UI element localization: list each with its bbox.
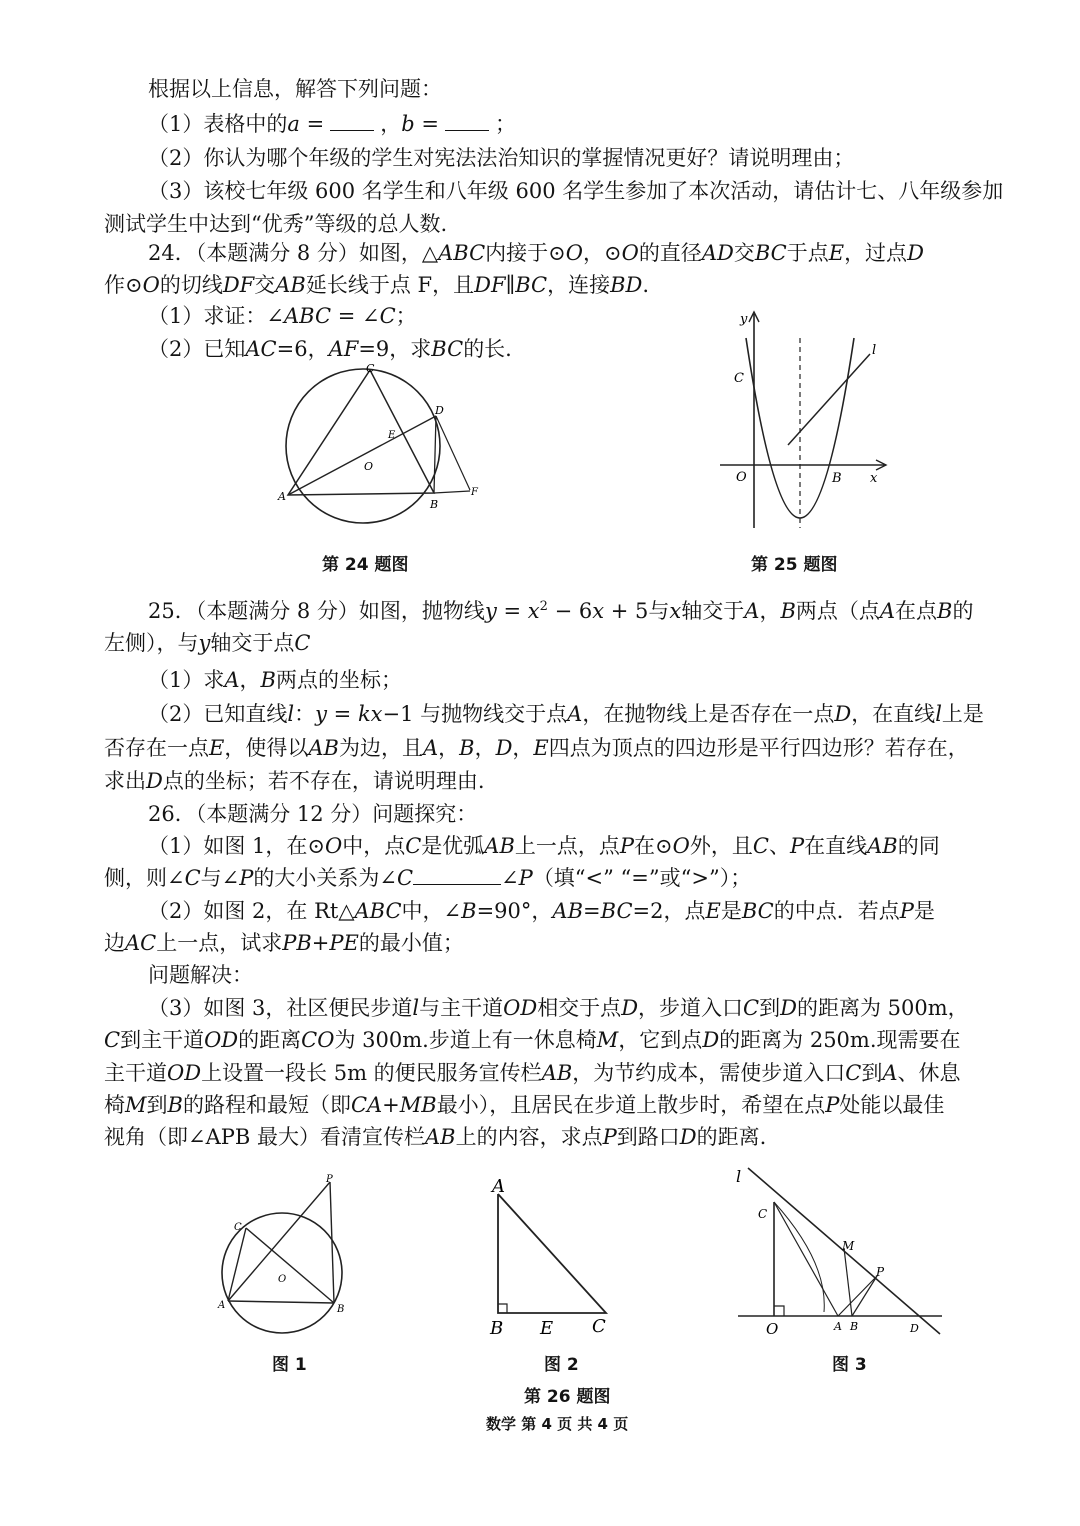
t: OD — [503, 996, 538, 1020]
t: ，连接 — [547, 273, 611, 297]
t: ∠C — [167, 866, 201, 890]
t: （1）求证： — [148, 304, 267, 328]
t: B — [937, 599, 953, 623]
q23-part2: （2）你认为哪个年级的学生对宪法法治知识的掌握情况更好？请说明理由； — [148, 146, 855, 170]
q26-title: 26．（本题满分 12 分）问题探究： — [148, 802, 478, 826]
t: E — [209, 736, 225, 760]
t: 椅 — [104, 1093, 125, 1117]
t: 的长. — [463, 337, 512, 361]
t: AC — [125, 931, 157, 955]
t: 是优弧 — [421, 834, 485, 858]
t: 为 300m.步道上有一休息椅 — [334, 1028, 597, 1052]
t: A — [882, 1061, 898, 1085]
figure-24 — [270, 358, 500, 528]
t: ，它到点 — [618, 1028, 703, 1052]
t: 的 — [952, 599, 974, 623]
intro-text: 根据以上信息，解答下列问题： — [148, 77, 442, 101]
t: C — [743, 996, 760, 1020]
t: D — [679, 1125, 697, 1149]
label-c: C — [366, 362, 375, 375]
t: 中，点 — [342, 834, 406, 858]
t: = — [583, 899, 601, 923]
arc-guide — [774, 1202, 824, 1312]
t: DF∥BC — [474, 273, 548, 297]
t: ∠C — [379, 866, 414, 890]
t: 在直线 — [804, 834, 868, 858]
label-o: O — [364, 460, 374, 473]
t: BC — [754, 241, 787, 265]
t: 两点（点 — [795, 599, 880, 623]
label-b: B — [337, 1304, 345, 1315]
label-c: C — [592, 1316, 606, 1337]
t: AB — [541, 1061, 573, 1085]
t: PB+PE — [282, 931, 359, 955]
t: 左侧），与 — [104, 631, 199, 655]
t: =6， — [276, 337, 329, 361]
t: O — [142, 273, 160, 297]
t: . — [642, 273, 650, 297]
q23-part1 — [148, 109, 516, 139]
t: x — [669, 599, 682, 623]
t: x — [527, 599, 540, 623]
t: C — [845, 1061, 862, 1085]
t: D — [495, 736, 513, 760]
t: （2）已知 — [148, 337, 246, 361]
q24-stem-line2 — [104, 270, 649, 300]
t: 处能以最佳 — [839, 1093, 945, 1117]
t: 相交于点 — [537, 996, 622, 1020]
t: CA+MB — [350, 1093, 437, 1117]
t: AB — [275, 273, 306, 297]
t: 到 — [861, 1061, 883, 1085]
t: − 6 — [554, 599, 593, 623]
label-y: y — [740, 312, 748, 327]
label-l: l — [736, 1167, 742, 1186]
q23-sep: ， — [380, 112, 402, 136]
t: 上一点，点 — [514, 834, 620, 858]
label-d: D — [910, 1322, 919, 1335]
t: = — [503, 599, 522, 623]
q26-part3-line4 — [104, 1090, 944, 1120]
q24-stem-line1 — [148, 238, 924, 268]
t: A — [567, 702, 583, 726]
t: AB — [484, 834, 515, 858]
label-p: P — [326, 1174, 333, 1185]
label-a: A — [492, 1176, 505, 1197]
t: （填“<” “=”或“>”）； — [532, 866, 752, 890]
q23-eq-a: = — [306, 112, 325, 136]
t: A — [422, 736, 439, 760]
label-d: D — [435, 404, 444, 417]
t: ∠B — [443, 899, 477, 923]
t: O — [621, 241, 639, 265]
q26-part1-line1 — [148, 831, 940, 861]
t: =90°， — [476, 899, 553, 923]
t: E — [533, 736, 549, 760]
t: 主干道 — [104, 1061, 167, 1085]
q25-stem-line2 — [104, 628, 310, 658]
t: ，过点 — [844, 241, 908, 265]
page-footer: 数学 第 4 页 共 4 页 — [486, 1415, 629, 1433]
t: 两点的坐标； — [275, 668, 402, 692]
t: 的大小关系为 — [253, 866, 380, 890]
t: ，⊙ — [582, 241, 622, 265]
t: AF — [328, 337, 359, 361]
label-f: F — [471, 487, 478, 498]
figure-26-1 — [216, 1170, 356, 1350]
q26-part2-line1 — [148, 896, 935, 926]
t: =2，点 — [632, 899, 706, 923]
t: 与 — [648, 599, 670, 623]
right-angle-mark — [774, 1306, 784, 1316]
q23-part3-line2: 测试学生中达到“优秀”等级的总人数. — [104, 212, 448, 236]
t: D — [621, 996, 639, 1020]
label-a: A — [834, 1320, 842, 1333]
t: l — [287, 702, 295, 726]
segment-bd — [434, 416, 436, 493]
t: ABC — [354, 899, 402, 923]
t: AD — [701, 241, 734, 265]
t: 、休息 — [897, 1061, 961, 1085]
t: 求出 — [104, 769, 146, 793]
t: （2）如图 2，在 Rt△ — [148, 899, 355, 923]
label-c: C — [758, 1207, 768, 1221]
t: 最小），且居民在步道上散步时，希望在点 — [436, 1093, 826, 1117]
t: A — [224, 668, 240, 692]
t: −1 与抛物线交于点 — [382, 702, 568, 726]
t: P — [619, 834, 635, 858]
figure-26-3-caption: 图 3 — [832, 1355, 867, 1375]
label-b: B — [490, 1318, 504, 1339]
figure-26-2 — [484, 1172, 624, 1342]
q26-part3-line2 — [104, 1025, 961, 1055]
t: C — [405, 834, 422, 858]
t: ，在直线 — [851, 702, 936, 726]
t: 轴交于 — [681, 599, 745, 623]
q26-part3-line3 — [104, 1058, 961, 1088]
label-p: P — [876, 1265, 885, 1279]
t: C — [294, 631, 311, 655]
t: O — [325, 834, 343, 858]
t: x — [592, 599, 605, 623]
label-l: l — [872, 343, 877, 358]
t: ，使得以 — [224, 736, 309, 760]
t: BC — [431, 337, 464, 361]
t: 到 — [759, 996, 781, 1020]
t: = — [333, 702, 352, 726]
figure-25 — [716, 308, 896, 538]
label-a: A — [278, 490, 286, 503]
triangle-abc — [498, 1194, 606, 1313]
label-b: B — [430, 498, 439, 511]
label-e: E — [388, 430, 396, 441]
t: ，步道入口 — [638, 996, 744, 1020]
t: l — [412, 996, 420, 1020]
q26-part1-line2 — [104, 863, 751, 893]
t: 延长线于点 F，且 — [305, 273, 475, 297]
label-c: C — [234, 1222, 242, 1233]
t: A — [879, 599, 896, 623]
tangent-df — [436, 416, 470, 490]
t: 侧，则 — [104, 866, 167, 890]
t: + 5 — [610, 599, 649, 623]
q25-part2-line3 — [104, 766, 485, 796]
t: 是 — [913, 899, 935, 923]
q23-eq-b: = — [421, 112, 439, 136]
t: ； — [395, 304, 417, 328]
t: DF — [222, 273, 255, 297]
t: 否存在一点 — [104, 736, 209, 760]
chord-ab — [228, 1301, 334, 1303]
t: 的中点．若点 — [773, 899, 900, 923]
figure-24-caption: 第 24 题图 — [322, 555, 409, 575]
t: ∠ABC = ∠C — [266, 304, 396, 328]
t: 上是 — [941, 702, 984, 726]
t: ， — [438, 736, 460, 760]
t: ∠P — [501, 866, 533, 890]
t: l — [935, 702, 942, 726]
t: ABC — [438, 241, 486, 265]
t: ： — [294, 702, 316, 726]
answer-blank-compare[interactable] — [413, 866, 501, 885]
t: D — [146, 769, 163, 793]
t: 到路口 — [616, 1125, 680, 1149]
q25-part2-line1 — [148, 699, 984, 729]
t: 2 — [539, 599, 548, 614]
t: （1）如图 1，在⊙ — [148, 834, 325, 858]
q24-part1 — [148, 301, 417, 331]
t: C — [752, 834, 769, 858]
label-o: O — [766, 1320, 779, 1338]
label-m: M — [842, 1239, 855, 1253]
t: BC — [741, 899, 774, 923]
t: OD — [204, 1028, 239, 1052]
t: =9，求 — [358, 337, 432, 361]
q23-part3-line1: （3）该校七年级 600 名学生和八年级 600 名学生参加了本次活动，请估计七、八年级参加 — [148, 179, 1004, 203]
segment-pa — [838, 1276, 877, 1316]
t: ， — [512, 736, 534, 760]
t: AC — [245, 337, 277, 361]
label-e: E — [540, 1318, 554, 1339]
t: M — [125, 1093, 147, 1117]
t: y — [484, 599, 497, 623]
t: CO — [301, 1028, 335, 1052]
t: C — [104, 1028, 121, 1052]
t: 点的坐标；若不存在，请说明理由. — [162, 769, 485, 793]
label-a: A — [218, 1300, 226, 1311]
t: B — [260, 668, 276, 692]
t: 为边，且 — [338, 736, 423, 760]
t: 外，且 — [689, 834, 753, 858]
t: O — [672, 834, 690, 858]
circle-o — [286, 369, 440, 523]
t: ， — [759, 599, 781, 623]
figure-26-2-caption: 图 2 — [544, 1355, 579, 1375]
t: 的直径 — [638, 241, 702, 265]
t: ∠P — [221, 866, 254, 890]
t: 在⊙ — [634, 834, 673, 858]
q23-var-a: a — [287, 112, 300, 136]
figure-26-3 — [728, 1162, 948, 1342]
t: BC — [600, 899, 633, 923]
t: E — [705, 899, 721, 923]
triangle-abc — [288, 370, 434, 495]
t: BD — [610, 273, 643, 297]
t: 四点为顶点的四边形是平行四边形？若存在， — [548, 736, 969, 760]
t: 上的内容，求点 — [455, 1125, 603, 1149]
label-b: B — [850, 1320, 859, 1333]
t: OD — [167, 1061, 202, 1085]
t: B — [167, 1093, 183, 1117]
t: 边 — [104, 931, 125, 955]
t: kx — [357, 702, 383, 726]
label-o: O — [278, 1274, 287, 1285]
t: 轴交于点 — [210, 631, 295, 655]
t: ，为节约成本，需使步道入口 — [572, 1061, 846, 1085]
figure-26-1-caption: 图 1 — [272, 1355, 307, 1375]
t: 交 — [254, 273, 276, 297]
t: 的最小值； — [358, 931, 464, 955]
q23-p1-pre: （1）表格中的 — [148, 112, 288, 136]
q26-part3-line5 — [104, 1122, 766, 1152]
right-angle-mark — [498, 1304, 507, 1313]
t: 、 — [768, 834, 790, 858]
t: 视角（即∠APB 最大）看清宣传栏 — [104, 1125, 425, 1149]
label-c: C — [734, 371, 744, 386]
t: ， — [474, 736, 496, 760]
t: 与主干道 — [419, 996, 504, 1020]
q23-var-b: b — [401, 112, 415, 136]
t: 交 — [733, 241, 755, 265]
t: AB — [308, 736, 339, 760]
t: （1）求 — [148, 668, 225, 692]
t: P — [825, 1093, 840, 1117]
q26-part2-line2 — [104, 928, 464, 958]
t: B — [459, 736, 475, 760]
t: （2）已知直线 — [148, 702, 288, 726]
q23-end: ； — [494, 112, 516, 136]
t: （3）如图 3，社区便民步道 — [148, 996, 413, 1020]
t: 与 — [200, 866, 222, 890]
t: O — [565, 241, 583, 265]
t: P — [789, 834, 805, 858]
t: D — [834, 702, 852, 726]
t: M — [596, 1028, 619, 1052]
t: P — [899, 899, 914, 923]
t: 中， — [401, 899, 444, 923]
t: AB — [552, 899, 584, 923]
segment-pb — [852, 1276, 877, 1316]
label-o: O — [736, 470, 747, 485]
t: ， — [239, 668, 261, 692]
q26-subtitle: 问题解决： — [148, 963, 253, 987]
t: 的切线 — [159, 273, 223, 297]
t: 是 — [720, 899, 742, 923]
figure-26-caption: 第 26 题图 — [524, 1387, 611, 1407]
q25-stem-line1 — [148, 592, 973, 626]
t: 25．（本题满分 8 分）如图，抛物线 — [148, 599, 485, 623]
t: AB — [425, 1125, 456, 1149]
t: B — [780, 599, 796, 623]
t: 在点 — [895, 599, 938, 623]
t: D — [780, 996, 797, 1020]
t: y — [315, 702, 327, 726]
extension-af — [434, 491, 470, 493]
q25-part1 — [148, 665, 402, 695]
t: 到主干道 — [120, 1028, 205, 1052]
t: 内接于⊙ — [485, 241, 566, 265]
t: 作⊙ — [104, 273, 143, 297]
t: D — [907, 241, 924, 265]
t: 的同 — [897, 834, 940, 858]
t: E — [828, 241, 845, 265]
label-x: x — [870, 471, 878, 486]
t: P — [602, 1125, 617, 1149]
t: 的距离为 500m， — [796, 996, 969, 1020]
t: 的路程和最短（即 — [182, 1093, 351, 1117]
t: 24．（本题满分 8 分）如图，△ — [148, 241, 439, 265]
q25-part2-line2 — [104, 733, 969, 763]
t: 的距离为 250m.现需要在 — [719, 1028, 961, 1052]
t: 到 — [146, 1093, 168, 1117]
t: AB — [867, 834, 898, 858]
q26-part3-line1 — [148, 993, 969, 1023]
t: 的距离 — [238, 1028, 302, 1052]
t: 上设置一段长 5m 的便民服务宣传栏 — [201, 1061, 542, 1085]
t: 于点 — [786, 241, 829, 265]
t: ，在抛物线上是否存在一点 — [582, 702, 835, 726]
t: y — [198, 631, 211, 655]
label-b: B — [832, 471, 842, 486]
t: D — [702, 1028, 720, 1052]
answer-blank-b[interactable] — [445, 112, 489, 131]
figure-25-caption: 第 25 题图 — [751, 555, 838, 575]
t: A — [744, 599, 760, 623]
answer-blank-a[interactable] — [330, 112, 374, 131]
t: 的距离. — [696, 1125, 767, 1149]
t: 上一点，试求 — [156, 931, 283, 955]
